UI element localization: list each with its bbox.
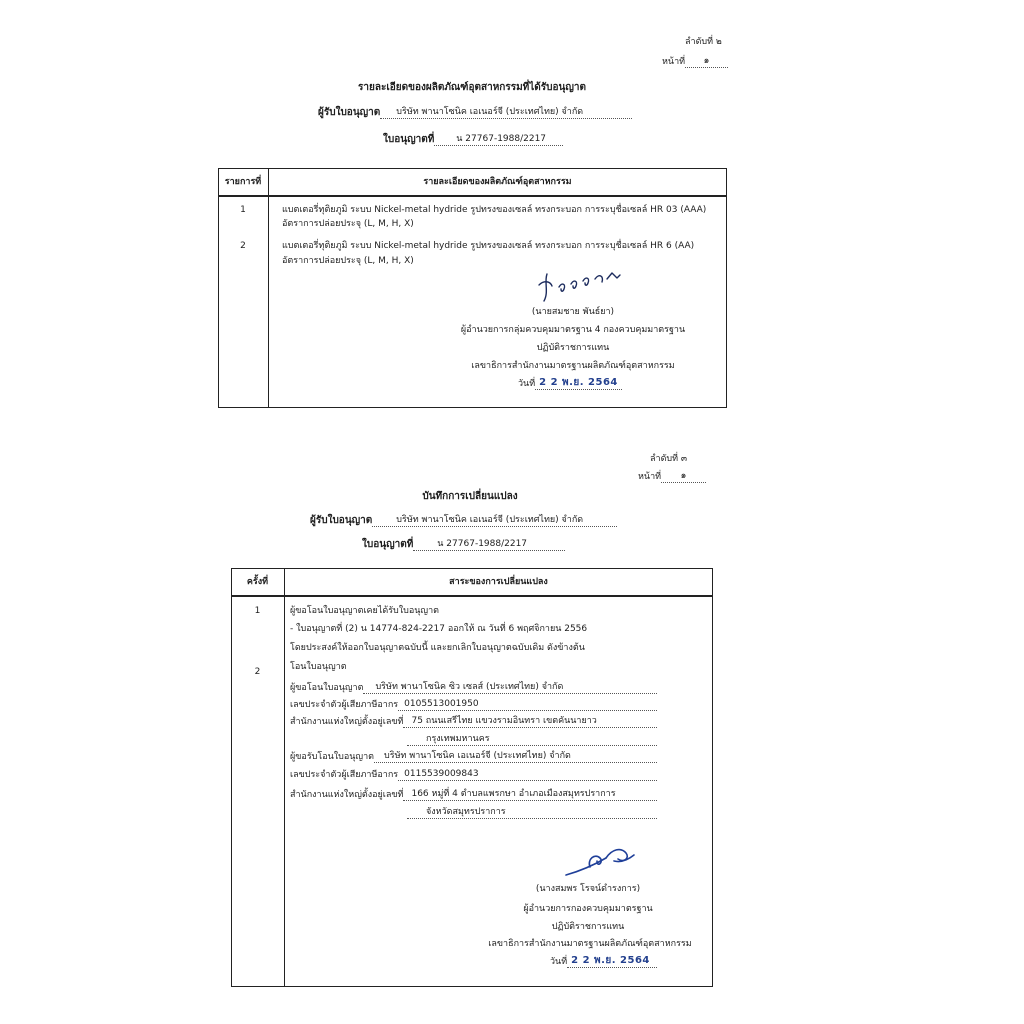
- transferee-address-line: [290, 789, 657, 801]
- date-label: วันที่: [518, 379, 536, 389]
- signer-on-behalf: เลขาธิการสำนักงานมาตรฐานผลิตภัณฑ์อุตสาหกรรม: [488, 939, 692, 949]
- address-label: สำนักงานแห่งใหญ่ตั้งอยู่เลขที่: [290, 717, 404, 727]
- address-value: กรุงเทพมหานคร: [407, 734, 657, 746]
- table-row-text: แบตเตอรี่ทุติยภูมิ ระบบ Nickel-metal hydride รูปทรงของเซลล์ ทรงกระบอก การระบุชื่อเซลล์ HR 03 (AAA): [282, 205, 707, 215]
- signer-name: (นายสมชาย พันธ์ยา): [531, 307, 615, 317]
- change-table-header-rule: [231, 595, 713, 597]
- signer-name: (นางสมพร โรจน์ดำรงการ): [535, 884, 641, 894]
- transferee-value: บริษัท พานาโซนิค เอเนอร์จี (ประเทศไทย) จำกัด: [374, 751, 657, 763]
- licensee-label: ผู้รับใบอนุญาต: [310, 515, 373, 526]
- transferee-line: [290, 751, 657, 763]
- document-title: รายละเอียดของผลิตภัณฑ์อุตสาหกรรมที่ได้รับอนุญาต: [357, 82, 586, 93]
- signer-position: ผู้อำนวยการกองควบคุมมาตรฐาน: [523, 904, 653, 914]
- order-number: ลำดับที่ ๒: [685, 37, 722, 47]
- license-label: ใบอนุญาตที่: [362, 539, 414, 550]
- product-table-column-rule: [268, 168, 269, 408]
- table-header-change-summary: สาระของการเปลี่ยนแปลง: [449, 577, 548, 587]
- signer-on-behalf: เลขาธิการสำนักงานมาตรฐานผลิตภัณฑ์อุตสาหกรรม: [471, 361, 675, 371]
- license-number: น 27767-1988/2217: [413, 539, 565, 551]
- page-label: หน้าที่: [638, 472, 662, 482]
- table-header-revision-no: ครั้งที่: [246, 577, 269, 587]
- table-row-text: อัตราการปล่อยประจุ (L, M, H, X): [282, 256, 414, 266]
- licensee-value: บริษัท พานาโซนิค เอเนอร์จี (ประเทศไทย) จำกัด: [372, 515, 617, 527]
- order-number: ลำดับที่ ๓: [650, 454, 688, 464]
- tax-id-value: 0105513001950: [398, 699, 657, 711]
- date-stamp: 2 2 พ.ย. 2564: [571, 955, 650, 966]
- table-row-text: อัตราการปล่อยประจุ (L, M, H, X): [282, 219, 414, 229]
- table-row-number: 1: [240, 205, 246, 215]
- license-label: ใบอนุญาตที่: [383, 134, 435, 145]
- signature-image: [535, 268, 625, 304]
- table-header-item-no: รายการที่: [224, 177, 262, 187]
- tax-id-label: เลขประจำตัวผู้เสียภาษีอากร: [290, 770, 399, 780]
- transfer-heading: โอนใบอนุญาต: [290, 662, 347, 672]
- change-table-column-rule: [284, 568, 285, 987]
- license-line: [383, 134, 563, 146]
- address-label: สำนักงานแห่งใหญ่ตั้งอยู่เลขที่: [290, 790, 404, 800]
- table-row-text: โดยประสงค์ให้ออกใบอนุญาตฉบับนี้ และยกเลิกใบอนุญาตฉบับเดิม ดังข้างต้น: [290, 643, 585, 653]
- tax-id-value: 0115539009843: [398, 769, 657, 781]
- transferor-line: [290, 682, 657, 694]
- page-number-line: [662, 56, 728, 68]
- date-label: วันที่: [550, 957, 568, 967]
- license-number: น 27767-1988/2217: [434, 134, 563, 146]
- page-number-line: [638, 471, 706, 483]
- tax-id-label: เลขประจำตัวผู้เสียภาษีอากร: [290, 700, 399, 710]
- signer-acting: ปฏิบัติราชการแทน: [536, 343, 610, 353]
- address-value: 75 ถนนเสรีไทย แขวงรามอินทรา เขตคันนายาว: [403, 716, 657, 728]
- signer-position: ผู้อำนวยการกลุ่มควบคุมมาตรฐาน 4 กองควบคุมมาตรฐาน: [460, 325, 686, 335]
- licensee-line: [310, 515, 617, 527]
- document-title: บันทึกการเปลี่ยนแปลง: [422, 491, 518, 502]
- transferor-tax-line: [290, 699, 657, 711]
- page-number: ๑: [685, 56, 728, 68]
- product-table-header-rule: [218, 195, 727, 197]
- licensee-label: ผู้รับใบอนุญาต: [318, 107, 381, 118]
- table-row-text: ผู้ขอโอนใบอนุญาตเคยได้รับใบอนุญาต: [290, 606, 439, 616]
- table-row-text: - ใบอนุญาตที่ (2) น 14774-824-2217 ออกให้ ณ วันที่ 6 พฤศจิกายน 2556: [290, 624, 588, 634]
- table-row-number: 2: [240, 241, 246, 251]
- table-row-number: 2: [254, 667, 261, 677]
- table-row-text: แบตเตอรี่ทุติยภูมิ ระบบ Nickel-metal hydride รูปทรงของเซลล์ ทรงกระบอก การระบุชื่อเซลล์ HR 6 (AA): [282, 241, 695, 251]
- date-line: [550, 956, 657, 968]
- transferee-label: ผู้ขอรับโอนใบอนุญาต: [290, 752, 375, 762]
- transferor-value: บริษัท พานาโซนิค ซิว เซลส์ (ประเทศไทย) จำกัด: [363, 682, 657, 694]
- address-value: 166 หมู่ที่ 4 ตำบลแพรกษา อำเภอเมืองสมุทรปราการ: [403, 789, 657, 801]
- date-line: [518, 378, 622, 390]
- table-row-number: 1: [254, 606, 261, 616]
- page-label: หน้าที่: [662, 57, 686, 67]
- license-line: [362, 539, 565, 551]
- address-value: จังหวัดสมุทรปราการ: [407, 807, 657, 819]
- date-stamp: 2 2 พ.ย. 2564: [539, 377, 618, 388]
- licensee-value: บริษัท พานาโซนิค เอเนอร์จี (ประเทศไทย) จำกัด: [380, 107, 632, 119]
- signature-image: [562, 843, 638, 881]
- transferee-address-continuation: [407, 807, 657, 819]
- transferor-address-line: [290, 716, 657, 728]
- transferor-label: ผู้ขอโอนใบอนุญาต: [290, 683, 364, 693]
- licensee-line: [318, 107, 632, 119]
- transferor-address-continuation: [407, 734, 657, 746]
- transferee-tax-line: [290, 769, 657, 781]
- table-header-product-detail: รายละเอียดของผลิตภัณฑ์อุตสาหกรรม: [423, 177, 572, 187]
- signer-acting: ปฏิบัติราชการแทน: [551, 922, 625, 932]
- page-number: ๑: [661, 471, 706, 483]
